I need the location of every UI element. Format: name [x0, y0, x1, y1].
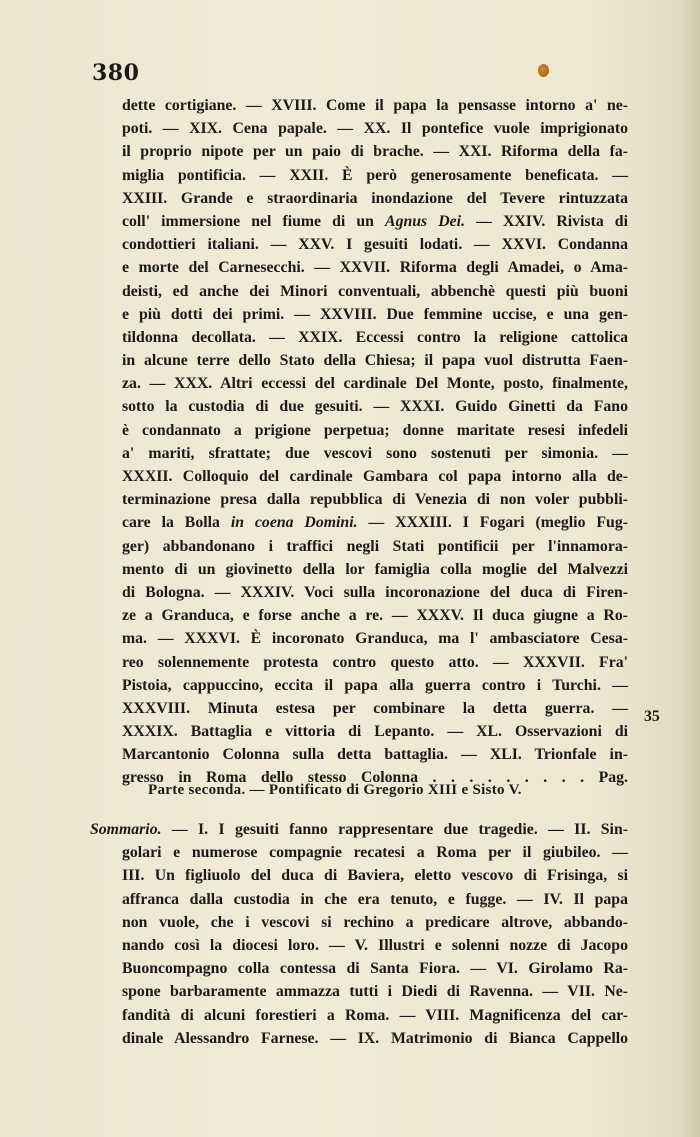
text-line	[90, 818, 628, 841]
text-line: XXXIX. Battaglia e vittoria di Lepanto. — XL. Osservazioni di	[122, 723, 628, 741]
italic-title: in coena Domini.	[230, 514, 358, 532]
text-segment: — XXXIII. I Fogari (meglio Fug-	[357, 514, 628, 532]
text-line: affranca dalla custodia in che era tenuto, e fugge. — IV. Il papa	[122, 890, 628, 908]
text-line: dinale Alessandro Farnese. — IX. Matrimonio di Bianca Cappello	[122, 1029, 628, 1047]
text-line: mento di un giovinetto della lor famiglia colla moglie del Malvezzi	[122, 560, 628, 578]
section-heading: Parte seconda. — Pontificato di Gregorio XIII e Sisto V.	[148, 782, 522, 798]
ink-stain	[538, 64, 549, 77]
text-line: XXIII. Grande e straordinaria inondazione del Tevere rintuzzata	[122, 189, 628, 207]
text-line: a' mariti, sfrattate; due vescovi sono sostenuti per simonia. —	[122, 444, 628, 462]
text-line: tildonna decollata. — XXIX. Eccessi contro la religione cattolica	[122, 328, 628, 346]
contents-summary-part-two	[90, 818, 628, 1050]
text-segment: care la Bolla	[122, 514, 231, 532]
text-line: deisti, ed anche dei Minori conventuali, abbenchè questi più buoni	[122, 282, 628, 300]
text-line	[122, 210, 628, 233]
page-reference: 35	[644, 708, 660, 725]
text-line: dette cortigiane. — XVIII. Come il papa la pensasse intorno a' ne-	[122, 97, 628, 114]
summary-label: Sommario.	[90, 821, 162, 838]
text-line: ger) abbandonano i traffici negli Stati pontificii per l'innamora-	[122, 537, 628, 555]
text-line: Buoncompagno colla contessa di Santa Fiora. — VI. Girolamo Ra-	[122, 960, 628, 978]
text-line: III. Un figliuolo del duca di Baviera, eletto vescovo di Frisinga, si	[122, 867, 628, 885]
text-line: za. — XXX. Altri eccessi del cardinale Del Monte, posto, finalmente,	[122, 375, 628, 393]
text-segment: — I. I gesuiti fanno rappresentare due tragedie. — II. Sin-	[161, 821, 628, 838]
text-segment: — XXIV. Rivista di	[465, 212, 628, 230]
text-line: reo solennemente protesta contro questo atto. — XXXVII. Fra'	[122, 653, 628, 671]
text-line: ma. — XXXVI. È incoronato Granduca, ma l' ambasciatore Cesa-	[122, 630, 628, 648]
text-segment: coll' immersione nel fiume di un	[122, 212, 386, 230]
text-line: poti. — XIX. Cena papale. — XX. Il pontefice vuole imprigionato	[122, 120, 628, 138]
text-line: fandità di alcuni forestieri a Roma. — VIII. Magnificenza del car-	[122, 1006, 628, 1024]
text-line: è condannato a prigione perpetua; donne maritate resesi infedeli	[122, 421, 628, 439]
text-line: e morte del Carnesecchi. — XXVII. Riforma degli Amadei, o Ama-	[122, 259, 628, 277]
text-line: Marcantonio Colonna sulla detta battaglia. — XLI. Trionfale in-	[122, 746, 628, 764]
text-line: sotto la custodia di due gesuiti. — XXXI. Guido Ginetti da Fano	[122, 398, 628, 416]
contents-summary-part-one	[122, 94, 628, 790]
text-line: XXXII. Colloquio del cardinale Gambara col papa intorno alla de-	[122, 468, 628, 485]
text-line: in alcune terre dello Stato della Chiesa; il papa vuol distrutta Faen-	[122, 352, 628, 370]
italic-title: Agnus Dei.	[385, 212, 466, 230]
text-line: di Bologna. — XXXIV. Voci sulla incoronazione del duca di Firen-	[122, 583, 628, 601]
text-line: ze a Granduca, e forse anche a re. — XXXV. Il duca giugne a Ro-	[122, 607, 628, 625]
text-line: il proprio nipote per un paio di brache. — XXI. Riforma della fa-	[122, 143, 628, 161]
text-line: non vuole, che i vescovi si rechino a predicare altrove, abbando-	[122, 913, 628, 931]
text-line: miglia pontificia. — XXII. È però generosamente beneficata. —	[122, 166, 628, 184]
page-number: 380	[92, 60, 140, 86]
text-line: golari e numerose compagnie recatesi a Roma per il giubileo. —	[122, 844, 628, 862]
text-line: condottieri italiani. — XXV. I gesuiti lodati. — XXVI. Condanna	[122, 236, 628, 254]
text-line: XXXVIII. Minuta estesa per combinare la detta guerra. —	[122, 699, 628, 717]
text-line: e più dotti dei primi. — XXVIII. Due femmine uccise, e una gen-	[122, 305, 628, 323]
text-line: spone barbaramente ammazza tutti i Diedi di Ravenna. — VII. Ne-	[122, 983, 628, 1001]
text-line	[122, 511, 628, 534]
text-line: nando così la diocesi loro. — V. Illustri e solenni nozze di Jacopo	[122, 936, 628, 954]
text-line-with-page-ref: gresso in Roma dello stesso Colonna . . . . . . . . . Pag.	[122, 769, 628, 787]
text-line: terminazione presa dalla repubblica di Venezia di non voler pubbli-	[122, 491, 628, 509]
text-line: Pistoia, cappuccino, eccita il papa alla guerra contro i Turchi. —	[122, 676, 628, 694]
